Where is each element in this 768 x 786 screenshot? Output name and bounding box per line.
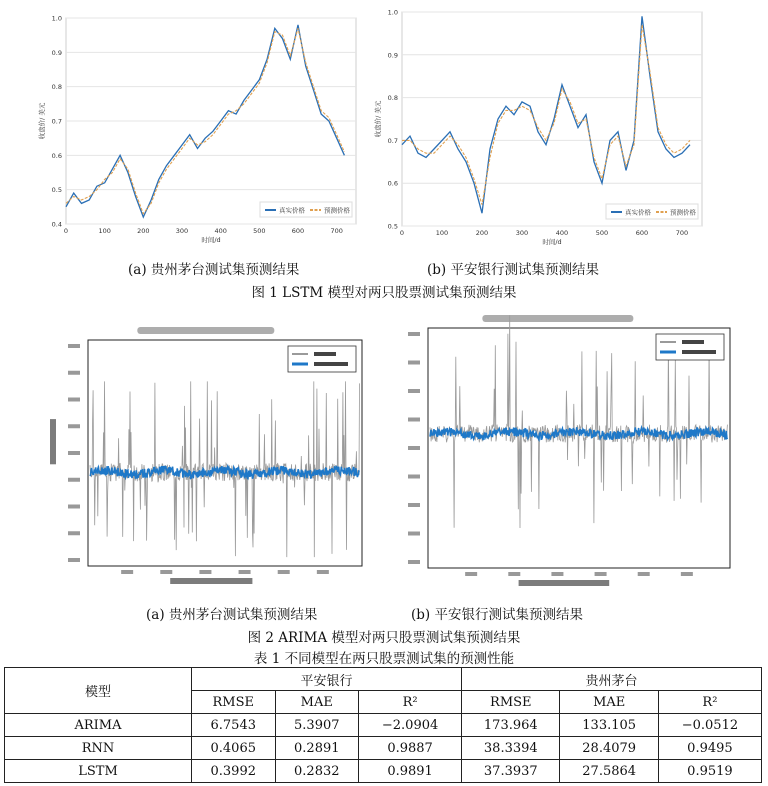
x-tick-label: 400 [214,227,227,235]
legend-label-true: 真实价格 [625,208,651,217]
value-cell: 0.9891 [359,760,462,783]
legend-label-illegible [314,362,348,366]
y-tick-label-illegible [68,531,80,535]
y-axis-label-illegible [50,419,56,464]
y-tick-label-illegible [408,361,420,365]
y-tick-label-illegible [408,475,420,479]
y-tick-label: 0.5 [51,186,62,195]
value-cell: −0.0512 [658,714,761,737]
y-tick-label: 1.0 [51,14,62,23]
x-tick-label-illegible [508,572,520,576]
y-tick-label: 0.8 [387,94,398,103]
metric-header: RMSE [192,691,276,714]
y-tick-label-illegible [68,558,80,562]
x-tick-label-illegible [199,570,211,574]
x-tick-label: 0 [63,227,69,235]
table1-caption: 表 1 不同模型在两只股票测试集的预测性能 [253,651,515,667]
x-tick-label: 100 [98,227,111,235]
legend-label-pred: 预测价格 [324,206,350,215]
legend-box [288,346,356,372]
results-table [4,667,762,783]
legend-label-illegible [682,350,716,354]
y-tick-label-illegible [408,446,420,450]
x-tick-label: 600 [291,227,305,235]
x-tick-label: 200 [137,227,150,235]
y-tick-label: 0.7 [387,136,398,145]
x-tick-label-illegible [681,572,693,576]
y-axis-label: 收盘价/ 美元 [374,100,382,138]
x-tick-label: 200 [475,229,489,237]
group-header-maotai: 贵州茅台 [462,668,762,691]
y-tick-label: 0.4 [51,220,62,229]
y-tick-label-illegible [408,332,420,336]
y-tick-label-illegible [408,532,420,536]
value-cell: 0.4065 [192,737,276,760]
y-tick-label-illegible [68,371,80,375]
x-tick-label: 100 [435,229,449,237]
metric-header: R² [658,691,761,714]
value-cell: 0.2832 [275,760,359,783]
y-tick-label-illegible [408,503,420,507]
value-cell: −2.0904 [359,714,462,737]
y-tick-label-illegible [408,418,420,422]
table-row [5,737,762,760]
table-row [5,714,762,737]
fig1-panel-b [372,4,712,253]
y-tick-label: 0.7 [51,117,62,126]
legend-label-pred: 预测价格 [670,208,696,217]
fig2-panel-b [396,308,736,590]
x-tick-label-illegible [465,572,477,576]
y-tick-label: 1.0 [387,8,398,17]
x-tick-label: 400 [555,229,569,237]
x-tick-label-illegible [239,570,251,574]
fig2b-chart [396,308,736,590]
x-tick-label: 600 [635,229,649,237]
fig1-caption: 图 1 LSTM 模型对两只股票测试集预测结果 [251,285,517,301]
y-tick-label: 0.6 [387,179,398,188]
x-tick-label: 300 [175,227,189,235]
model-cell: ARIMA [5,714,192,737]
chart-title-illegible [482,315,633,322]
y-tick-label-illegible [68,344,80,348]
legend-box [656,334,724,360]
value-cell: 0.9887 [359,737,462,760]
chart-title-illegible [137,327,274,334]
x-tick-label: 500 [595,229,609,237]
x-tick-label-illegible [278,570,290,574]
value-cell: 5.3907 [275,714,359,737]
y-tick-label-illegible [408,560,420,564]
x-axis-label-illegible [519,580,610,586]
value-cell: 27.5864 [560,760,658,783]
x-tick-label-illegible [317,570,329,574]
x-tick-label-illegible [638,572,650,576]
value-cell: 133.105 [560,714,658,737]
fig2a-chart [50,316,370,588]
value-cell: 28.4079 [560,737,658,760]
x-axis-label: 时间/d [201,236,221,244]
value-cell: 38.3394 [462,737,560,760]
x-tick-label: 500 [253,227,266,235]
y-tick-label-illegible [68,451,80,455]
x-tick-label-illegible [121,570,133,574]
fig2-caption: 图 2 ARIMA 模型对两只股票测试集预测结果 [247,630,521,646]
table-row [5,760,762,783]
fig1-sub-caption-b: (b) 平安银行测试集预测结果 [427,262,599,278]
y-tick-label: 0.8 [51,83,62,92]
y-tick-label: 0.6 [51,151,62,160]
x-tick-label-illegible [551,572,563,576]
legend-label-illegible [314,352,336,356]
value-cell: 173.964 [462,714,560,737]
table-header-row [5,668,762,691]
y-tick-label: 0.5 [387,222,398,231]
x-tick-label-illegible [160,570,172,574]
fig1-sub-caption-a: (a) 贵州茅台测试集预测结果 [128,262,300,278]
x-tick-label: 700 [330,227,343,235]
fig2-sub-caption-a: (a) 贵州茅台测试集预测结果 [146,607,318,623]
value-cell: 0.9519 [658,760,761,783]
fig1a-chart [36,8,369,253]
value-cell: 37.3937 [462,760,560,783]
y-tick-label-illegible [68,424,80,428]
x-axis-label: 时间/d [542,238,562,246]
model-cell: LSTM [5,760,192,783]
metric-header: MAE [275,691,359,714]
value-cell: 6.7543 [192,714,276,737]
fig2-sub-caption-b: (b) 平安银行测试集预测结果 [411,607,583,623]
y-tick-label-illegible [68,478,80,482]
value-cell: 0.9495 [658,737,761,760]
y-tick-label-illegible [68,398,80,402]
value-cell: 0.3992 [192,760,276,783]
fig2-panel-a [50,316,370,588]
fig1-panel-a [36,8,369,253]
x-tick-label: 700 [675,229,689,237]
group-header-pingan: 平安银行 [192,668,462,691]
metric-header: MAE [560,691,658,714]
y-axis-label: 收盘价/ 美元 [38,102,46,140]
y-tick-label-illegible [408,389,420,393]
fig1b-chart [372,4,712,253]
model-header-cell: 模型 [5,668,192,714]
value-cell: 0.2891 [275,737,359,760]
y-tick-label-illegible [68,505,80,509]
x-tick-label: 0 [399,229,405,237]
legend-label-illegible [682,340,704,344]
y-tick-label: 0.9 [387,51,398,60]
legend-label-true: 真实价格 [279,206,305,215]
x-axis-label-illegible [170,578,252,584]
y-tick-label: 0.9 [51,48,62,57]
model-cell: RNN [5,737,192,760]
metric-header: R² [359,691,462,714]
metric-header: RMSE [462,691,560,714]
x-tick-label: 300 [515,229,529,237]
x-tick-label-illegible [595,572,607,576]
